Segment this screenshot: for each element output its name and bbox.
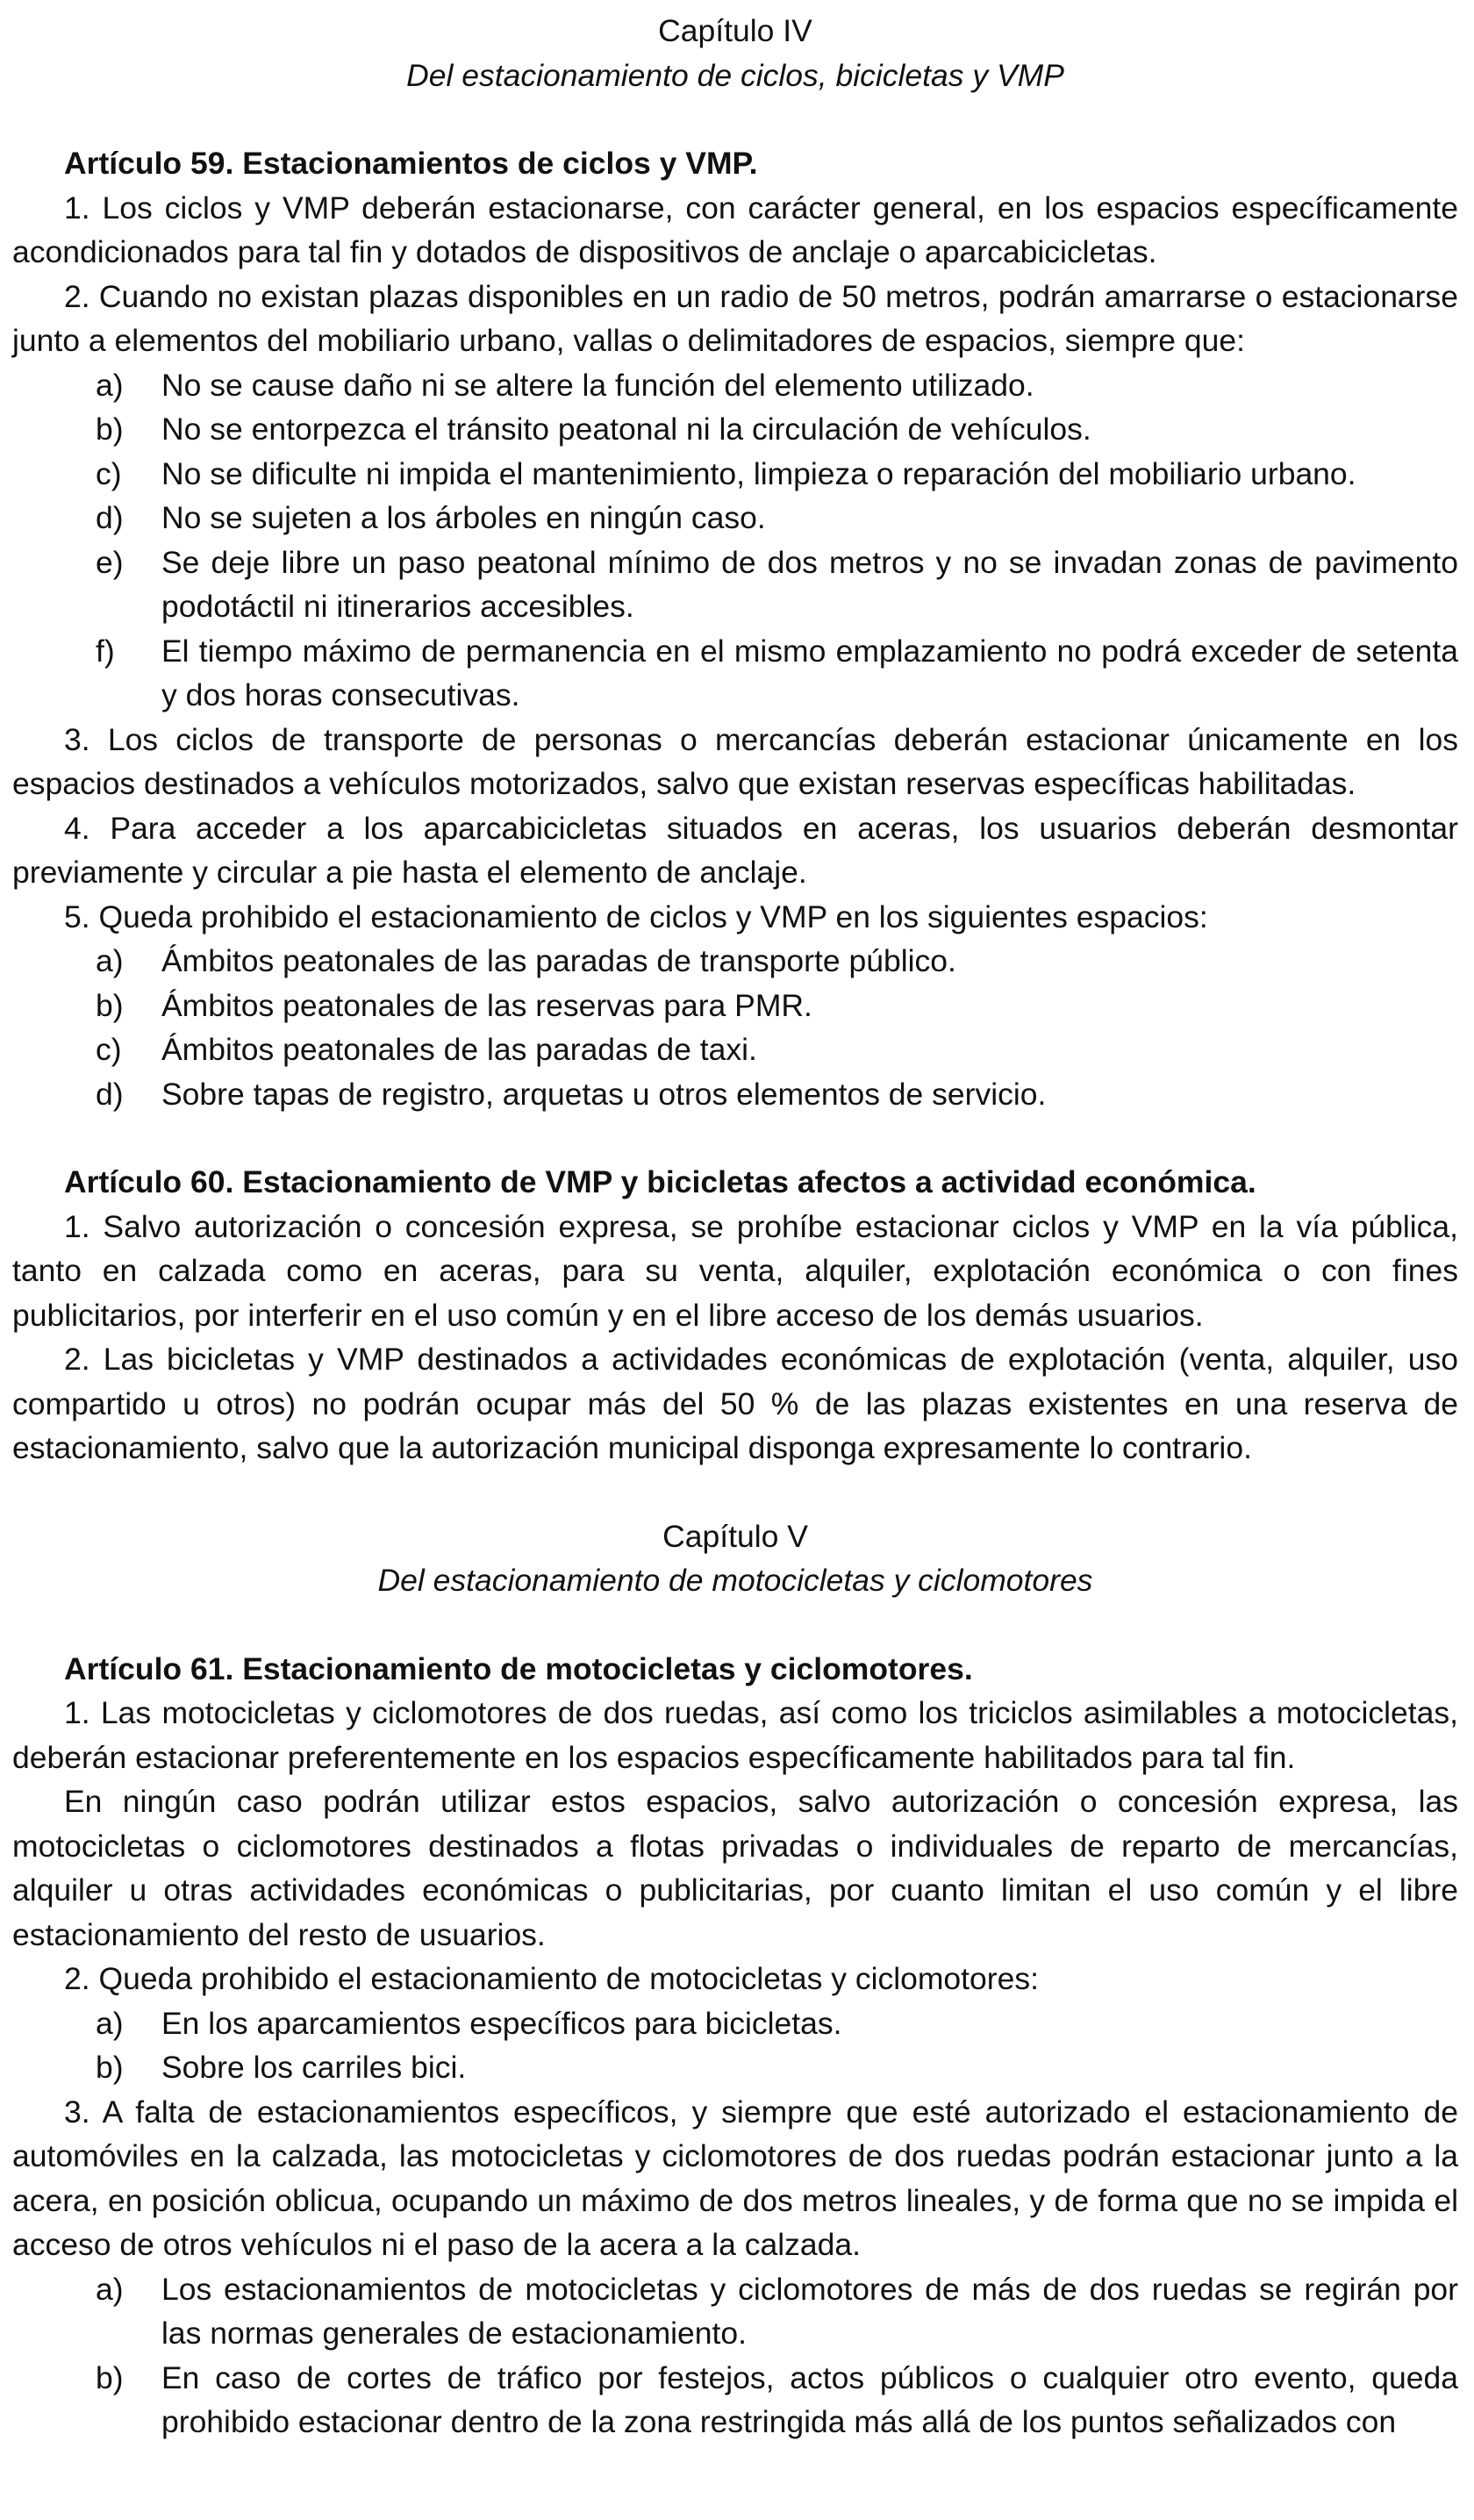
list-letter: f) [96, 633, 115, 669]
list-item-text: Sobre los carriles bici. [161, 2050, 467, 2085]
list-item-text: No se dificulte ni impida el mantenimiento, limpieza o reparación del mobiliario urbano. [161, 455, 1356, 491]
list-item [12, 407, 1458, 452]
article-60 [12, 1160, 1458, 1471]
paragraph: 3. A falta de estacionamientos específicos, y siempre que esté autorizado el estacionamiento de automóviles en la calzada, las motocicletas y ciclomotores de dos ruedas podrán estacionar junto a la acera, en posición oblicua, ocupando un máximo de dos metros lineales, y de forma que no se impida el acceso de otros vehículos ni el paso de la acera a la calzada. [12, 2094, 1458, 2262]
paragraph: 4. Para acceder a los aparcabicicletas situados en aceras, los usuarios deberán desmontar previamente y circular a pie hasta el elemento de anclaje. [12, 810, 1458, 890]
list-item [12, 2267, 1458, 2356]
list-item-text: En caso de cortes de tráfico por festejos, actos públicos o cualquier otro evento, queda prohibido estacionar dentro de la zona restringida más allá de los puntos señalizados con [161, 2359, 1458, 2439]
spacer [12, 1116, 1458, 1160]
chapter-subtitle: Del estacionamiento de ciclos, bicicletas y VMP [406, 57, 1064, 93]
list-item [12, 541, 1458, 629]
list-letter: a) [96, 943, 124, 978]
list-item-text: Se deje libre un paso peatonal mínimo de dos metros y no se invadan zonas de pavimento podotáctil ni itinerarios accesibles. [161, 544, 1458, 624]
list-item-text: El tiempo máximo de permanencia en el mismo emplazamiento no podrá exceder de setenta y dos horas consecutivas. [161, 633, 1458, 712]
article-59 [12, 141, 1458, 1116]
spacer [12, 97, 1458, 141]
list-letter: b) [96, 987, 124, 1023]
list-item [12, 452, 1458, 497]
chapter-title: Capítulo V [662, 1518, 808, 1554]
list-item [12, 629, 1458, 718]
list-item [12, 984, 1458, 1028]
list-item-text: Ámbitos peatonales de las paradas de transporte público. [161, 943, 956, 978]
list-letter: b) [96, 2359, 124, 2395]
paragraph: 1. Salvo autorización o concesión expresa, se prohíbe estacionar ciclos y VMP en la vía pública, tanto en calzada como en aceras, para su venta, alquiler, explotación económica o con fines publicitarios, por interferir en el uso común y en el libre acceso de los demás usuarios. [12, 1208, 1458, 1333]
list-letter: c) [96, 1032, 122, 1067]
item-list [12, 2267, 1458, 2445]
list-item [12, 2045, 1458, 2090]
paragraph: 1. Los ciclos y VMP deberán estacionarse, con carácter general, en los espacios específicamente acondicionados para tal fin y dotados de dispositivos de anclaje o aparcabicicletas. [12, 190, 1458, 269]
item-list [12, 939, 1458, 1116]
list-item [12, 363, 1458, 408]
list-item [12, 1027, 1458, 1072]
list-letter: e) [96, 544, 124, 580]
list-item [12, 1072, 1458, 1117]
spacer [12, 1603, 1458, 1647]
article-title: Artículo 61. Estacionamiento de motocicletas y ciclomotores. [64, 1650, 973, 1686]
item-list [12, 363, 1458, 718]
list-letter: b) [96, 412, 124, 447]
list-item-text: No se cause daño ni se altere la función del elemento utilizado. [161, 367, 1034, 403]
paragraph: 2. Queda prohibido el estacionamiento de motocicletas y ciclomotores: [64, 1961, 1039, 1996]
article-title: Artículo 60. Estacionamiento de VMP y bicicletas afectos a actividad económica. [64, 1164, 1256, 1199]
paragraph: 2. Cuando no existan plazas disponibles en un radio de 50 metros, podrán amarrarse o estacionarse junto a elementos del mobiliario urbano, vallas o delimitadores de espacios, siempre que: [12, 278, 1458, 358]
paragraph: 2. Las bicicletas y VMP destinados a actividades económicas de explotación (venta, alquiler, uso compartido u otros) no podrán ocupar más del 50 % de las plazas existentes en una reserva de estacionamiento, salvo que la autorización municipal disponga expresamente lo contrario. [12, 1342, 1458, 1465]
list-letter: a) [96, 367, 124, 403]
list-item-text: En los aparcamientos específicos para bicicletas. [161, 2005, 842, 2041]
list-letter: d) [96, 1076, 124, 1112]
list-item [12, 2356, 1458, 2445]
list-item-text: No se entorpezca el tránsito peatonal ni la circulación de vehículos. [161, 412, 1091, 447]
paragraph: 1. Las motocicletas y ciclomotores de dos ruedas, así como los triciclos asimilables a motocicletas, deberán estacionar preferentemente en los espacios específicamente habilitados para tal fin. [12, 1695, 1458, 1775]
chapter-title: Capítulo IV [658, 13, 812, 48]
list-item-text: Ámbitos peatonales de las reservas para PMR. [161, 987, 812, 1023]
list-item [12, 939, 1458, 984]
chapter-subtitle: Del estacionamiento de motocicletas y ciclomotores [377, 1563, 1093, 1598]
paragraph: En ningún caso podrán utilizar estos espacios, salvo autorización o concesión expresa, las motocicletas o ciclomotores destinados a flotas privadas o individuales de reparto de mercancías, alquiler u otras actividades económicas o publicitarias, por cuanto limitan el uso común y el libre estacionamiento del resto de usuarios. [12, 1784, 1458, 1952]
list-letter: b) [96, 2050, 124, 2085]
list-letter: a) [96, 2271, 124, 2307]
list-item [12, 2001, 1458, 2046]
list-item-text: No se sujeten a los árboles en ningún caso. [161, 500, 766, 535]
article-title: Artículo 59. Estacionamientos de ciclos y VMP. [64, 146, 758, 181]
list-item-text: Los estacionamientos de motocicletas y ciclomotores de más de dos ruedas se regirán por las normas generales de estacionamiento. [161, 2271, 1458, 2351]
list-letter: d) [96, 500, 124, 535]
list-item-text: Sobre tapas de registro, arquetas u otros elementos de servicio. [161, 1076, 1047, 1112]
list-item-text: Ámbitos peatonales de las paradas de taxi. [161, 1032, 757, 1067]
spacer [12, 1471, 1458, 1514]
list-letter: c) [96, 455, 122, 491]
article-61 [12, 1647, 1458, 2445]
paragraph: 5. Queda prohibido el estacionamiento de ciclos y VMP en los siguientes espacios: [64, 898, 1208, 934]
paragraph: 3. Los ciclos de transporte de personas o mercancías deberán estacionar únicamente en los espacios destinados a vehículos motorizados, salvo que existan reservas específicas habilitadas. [12, 721, 1458, 801]
list-item [12, 496, 1458, 541]
item-list [12, 2001, 1458, 2090]
list-letter: a) [96, 2005, 124, 2041]
